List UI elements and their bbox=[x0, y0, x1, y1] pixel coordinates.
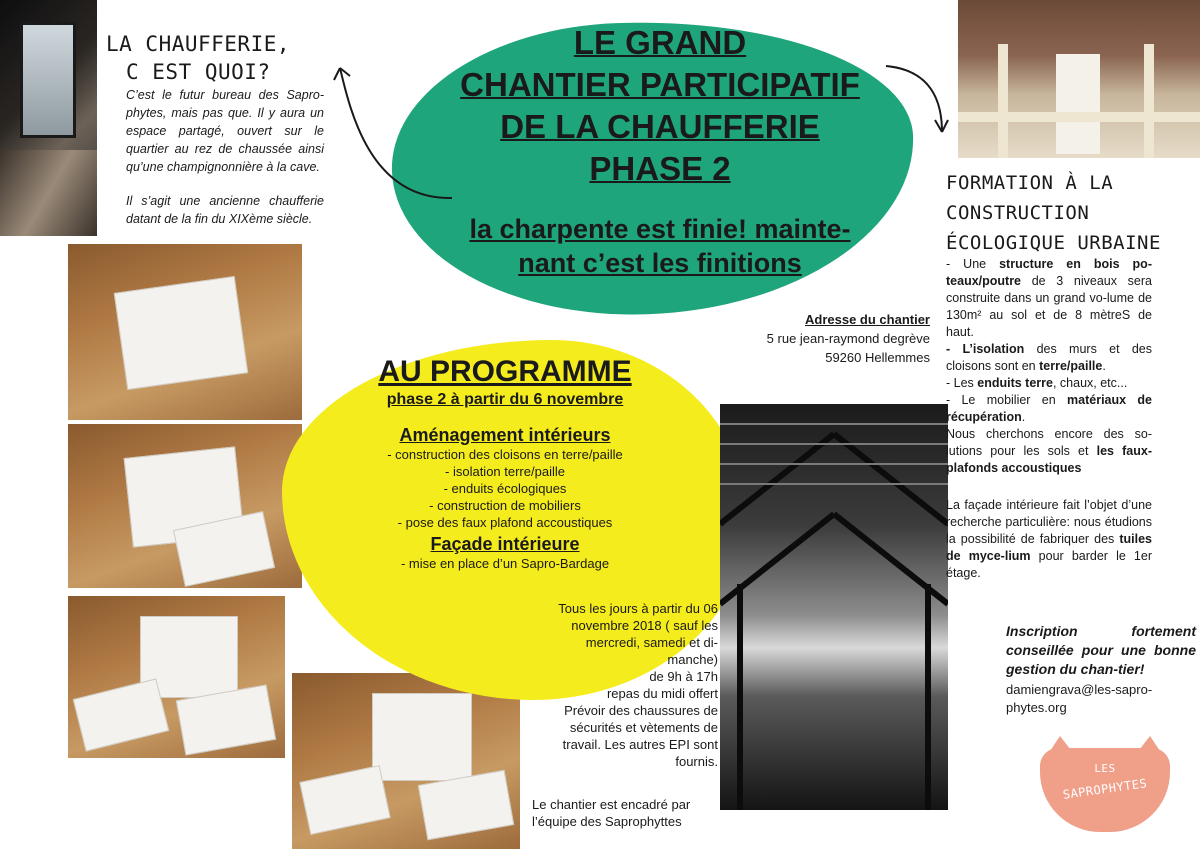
formation-bullet bbox=[946, 341, 1152, 375]
schedule-line: sécurités et vètements de bbox=[569, 720, 718, 735]
bold-run: enduits terre bbox=[977, 376, 1053, 390]
programme-block bbox=[300, 354, 710, 572]
formation-paragraph bbox=[946, 497, 1152, 582]
floor-light bbox=[0, 150, 97, 236]
window-light bbox=[1056, 54, 1100, 154]
saprophytes-logo bbox=[1040, 748, 1170, 832]
schedule-line: Prévoir des chaussures de bbox=[564, 703, 718, 718]
formation-heading bbox=[946, 168, 1161, 258]
bold-run: tuiles de myce-lium bbox=[946, 532, 1152, 563]
text-run: Nous cherchons encore des so-lutions pour les sols et bbox=[946, 427, 1152, 458]
chaufferie-paragraph: C’est le futur bureau des Sapro-phytes, mais pas que. Il y aura un espace partagé, ouvert sur le quartier au rez de chaussée ainsi qu’une champignonnière à la cave. bbox=[126, 88, 324, 174]
schedule-line: de 9h à 17h bbox=[649, 669, 718, 684]
bold-run: matériaux de récupération bbox=[946, 393, 1152, 424]
subtitle-line: nant c’est les finitions bbox=[518, 248, 802, 278]
chaufferie-heading bbox=[106, 30, 290, 86]
schedule-line: Tous les jours à partir du 06 bbox=[558, 601, 718, 616]
inscription-block bbox=[1006, 622, 1196, 717]
team-line: Le chantier est encadré par bbox=[532, 797, 691, 812]
heading-line: C EST QUOI? bbox=[126, 60, 271, 84]
heading-line: LA CHAUFFERIE, bbox=[106, 32, 291, 56]
schedule-line: fournis. bbox=[675, 754, 718, 769]
team-block bbox=[532, 796, 722, 830]
schedule-line: repas du midi offert bbox=[606, 686, 718, 701]
timber-frame-photo bbox=[958, 0, 1200, 158]
bold-run: structure en bois po-teaux/poutre bbox=[946, 257, 1152, 288]
text-run: des murs et des cloisons sont en bbox=[946, 342, 1152, 373]
heading-line: FORMATION À LA bbox=[946, 172, 1114, 194]
text-run: - Les bbox=[946, 376, 978, 390]
text-run: pour barder le 1er étage. bbox=[946, 549, 1152, 580]
text-run: . bbox=[1102, 359, 1106, 373]
heading-line: CONSTRUCTION bbox=[946, 202, 1090, 224]
email-link[interactable]: damiengrava@les-sapro-phytes.org bbox=[1006, 682, 1153, 715]
list-item: - pose des faux plafond accoustiques bbox=[397, 515, 613, 530]
text-run: . bbox=[1021, 410, 1026, 424]
logo-ears bbox=[1040, 734, 1170, 754]
address-label: Adresse du chantier bbox=[805, 312, 930, 327]
programme-subheading: phase 2 à partir du 6 novembre bbox=[386, 391, 624, 408]
text-run: - Une bbox=[946, 257, 1000, 271]
beam-horizontal bbox=[958, 112, 1200, 122]
roof-model bbox=[73, 678, 170, 751]
list-item: - construction des cloisons en terre/paille bbox=[387, 447, 623, 462]
chaufferie-text bbox=[126, 86, 324, 228]
chaufferie-window-photo bbox=[0, 0, 97, 236]
address-street: 5 rue jean-raymond degrève bbox=[766, 331, 930, 346]
roof-lines-graphic bbox=[720, 404, 948, 810]
formation-bullet bbox=[946, 426, 1152, 477]
team-line: l’équipe des Saprophyttes bbox=[532, 814, 682, 829]
address-block bbox=[700, 310, 930, 367]
schedule-line: travail. Les autres EPI sont bbox=[562, 737, 718, 752]
title-line: LE GRAND bbox=[573, 24, 747, 61]
schedule-block bbox=[520, 600, 718, 770]
section-list bbox=[300, 446, 710, 531]
model-photo-4 bbox=[292, 673, 520, 849]
post-left bbox=[998, 44, 1008, 158]
title-line: CHANTIER PARTICIPATIF bbox=[460, 66, 860, 103]
post-right bbox=[1144, 44, 1154, 158]
title-line: PHASE 2 bbox=[589, 150, 731, 187]
list-item: - construction de mobiliers bbox=[429, 498, 581, 513]
list-item: - mise en place d’un Sapro-Bardage bbox=[400, 556, 610, 571]
house-model bbox=[372, 693, 472, 781]
roof-structure-photo bbox=[720, 404, 948, 810]
model-photo-3 bbox=[68, 596, 285, 758]
schedule-line: novembre 2018 ( sauf les bbox=[571, 618, 718, 633]
address-city: 59260 Hellemmes bbox=[825, 350, 930, 365]
inscription-text: Inscription fortement conseillée pour une bonne gestion du chan-tier! bbox=[1006, 623, 1196, 677]
formation-bullet bbox=[946, 392, 1152, 426]
logo-text-bottom: SAPROPHYTES bbox=[1061, 776, 1149, 802]
title-line: DE LA CHAUFFERIE bbox=[500, 108, 820, 145]
formation-bullet bbox=[946, 256, 1152, 341]
text-run: La façade intérieure fait l’objet d’une recherche particulière: nous étudions la possibilité de fabriquer des bbox=[946, 498, 1152, 546]
section-title: Façade intérieure bbox=[430, 534, 580, 554]
roof-model bbox=[299, 765, 390, 835]
section-list bbox=[300, 555, 710, 572]
main-title bbox=[400, 22, 920, 190]
schedule-line: manche) bbox=[667, 652, 718, 667]
list-item: - enduits écologiques bbox=[443, 481, 567, 496]
section-title: Aménagement intérieurs bbox=[399, 425, 611, 445]
formation-bullet bbox=[946, 375, 1152, 392]
text-run: , chaux, etc... bbox=[1052, 376, 1128, 390]
programme-heading: AU PROGRAMME bbox=[378, 355, 632, 388]
schedule-line: mercredi, samedi et di- bbox=[585, 635, 718, 650]
formation-text bbox=[946, 256, 1152, 582]
bold-run: terre/paille bbox=[1039, 359, 1103, 373]
house-model bbox=[114, 276, 248, 390]
subtitle-line: la charpente est finie! mainte- bbox=[469, 214, 851, 244]
subtitle bbox=[400, 212, 920, 280]
logo-text-top: LES bbox=[1094, 762, 1116, 775]
model-photo-1 bbox=[68, 244, 302, 420]
chaufferie-paragraph: Il s’agit une ancienne chaufferie datant de la fin du XIXème siècle. bbox=[126, 194, 324, 226]
list-item: - isolation terre/paille bbox=[445, 464, 565, 479]
text-run: - Le mobilier en bbox=[946, 393, 1068, 407]
window-shape bbox=[20, 22, 76, 138]
text-run: de 3 niveaux sera construite dans un grand vo-lume de 130m² au sol et de 8 mètreS de haut. bbox=[946, 274, 1152, 339]
model-photo-2 bbox=[68, 424, 302, 588]
bold-run: les faux-plafonds accoustiques bbox=[946, 444, 1152, 475]
bold-run: - L’isolation bbox=[946, 342, 1025, 356]
heading-line: ÉCOLOGIQUE URBAINE bbox=[946, 232, 1161, 254]
